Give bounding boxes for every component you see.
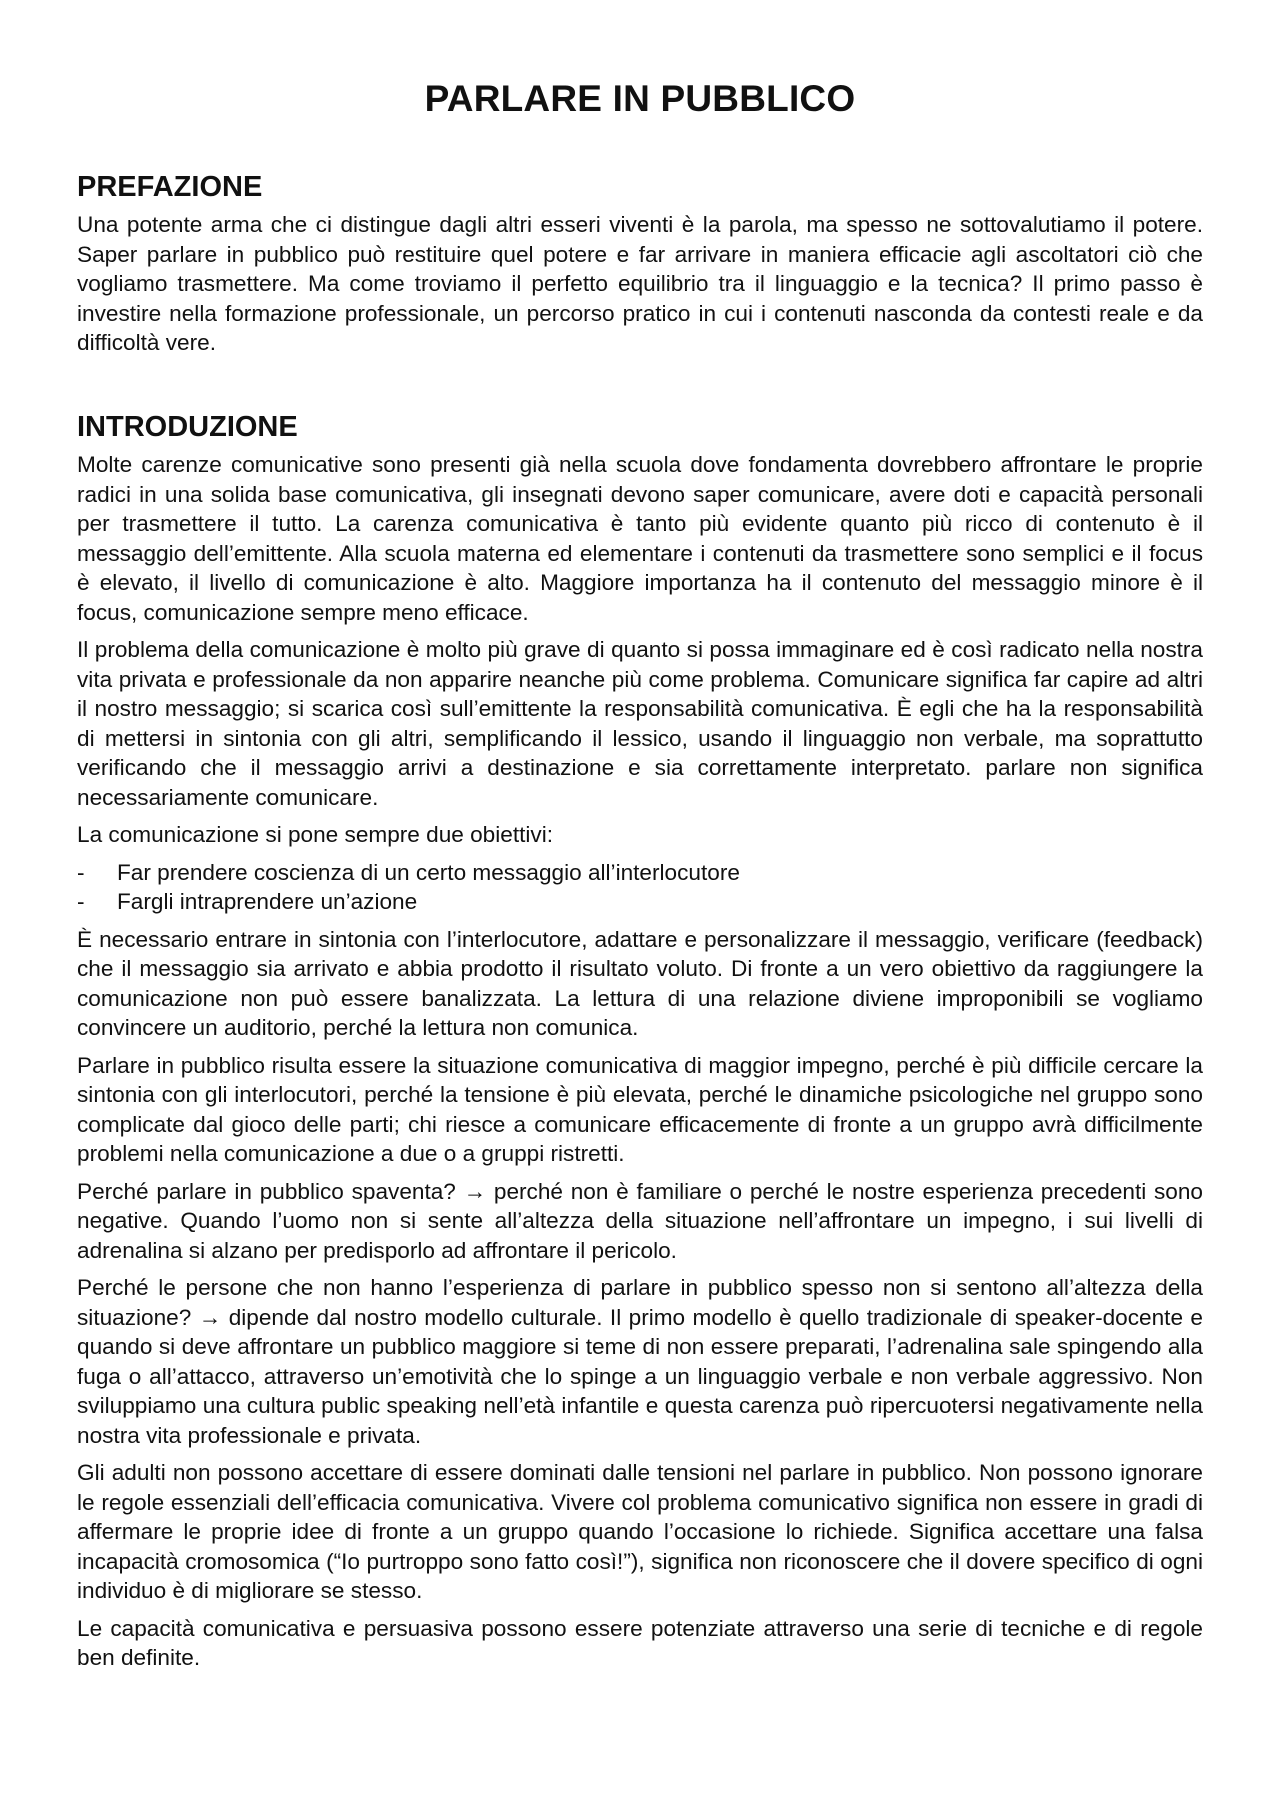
- intro-paragraph: Gli adulti non possono accettare di essere dominati dalle tensioni nel parlare in pubblico. Non possono ignorare le regole essenziali dell’efficacia comunicativa. Vivere col problema comunicativo significa non essere in gradi di affermare le proprie idee di fronte a un gruppo quando l’occasione lo richiede. Significa accettare una falsa incapacità cromosomica (“Io purtroppo sono fatto così!”), significa non riconoscere che il dovere specifico di ogni individuo è di migliorare se stesso.: [77, 1460, 1203, 1603]
- document-title: PARLARE IN PUBBLICO: [424, 78, 856, 119]
- prefazione-heading: PREFAZIONE: [77, 171, 263, 203]
- prefazione-paragraph: Una potente arma che ci distingue dagli altri esseri viventi è la parola, ma spesso ne sottovalutiamo il potere. Saper parlare in pubblico può restituire quel potere e far arrivare in maniera efficacie agli ascoltatori ciò che vogliamo trasmettere. Ma come troviamo il perfetto equilibrio tra il linguaggio e la tecnica? Il primo passo è investire nella formazione professionale, un percorso pratico in cui i contenuti nasconda da contesti reale e da difficoltà vere.: [77, 212, 1203, 355]
- introduzione-heading: INTRODUZIONE: [77, 411, 298, 443]
- intro-paragraph: È necessario entrare in sintonia con l’interlocutore, adattare e personalizzare il messaggio, verificare (feedback) che il messaggio sia arrivato e abbia prodotto il risultato voluto. Di fronte a un vero obiettivo da raggiungere la comunicazione non può essere banalizzata. La lettura di una relazione diviene improponibili se vogliamo convincere un auditorio, perché la lettura non comunica.: [77, 926, 1203, 1040]
- intro-paragraph: Molte carenze comunicative sono presenti già nella scuola dove fondamenta dovrebbero affrontare le proprie radici in una solida base comunicativa, gli insegnati devono saper comunicare, avere doti e capacità personali per trasmettere il tutto. La carenza comunicativa è tanto più evidente quanto più ricco di contenuto è il messaggio dell’emittente. Alla scuola materna ed elementare i contenuti da trasmettere sono semplici e il focus è elevato, il livello di comunicazione è alto. Maggiore importanza ha il contenuto del messaggio minore è il focus, comunicazione sempre meno efficace.: [77, 452, 1203, 625]
- list-item: - Fargli intraprendere un’azione: [77, 887, 1203, 917]
- list-item: - Far prendere coscienza di un certo messaggio all’interlocutore: [77, 858, 1203, 888]
- introduzione-section: [77, 410, 1203, 1681]
- intro-paragraph: Perché parlare in pubblico spaventa? → perché non è familiare o perché le nostre esperienza precedenti sono negative. Quando l’uomo non si sente all’altezza della situazione nell’affrontare un impegno, i sui livelli di adrenalina si alzano per predisporlo ad affrontare il pericolo.: [77, 1178, 1203, 1263]
- intro-paragraph: La comunicazione si pone sempre due obiettivi:: [77, 822, 554, 847]
- intro-paragraph: Il problema della comunicazione è molto più grave di quanto si possa immaginare ed è così radicato nella nostra vita privata e professionale da non apparire neanche più come problema. Comunicare significa far capire ad altri il nostro messaggio; si scarica così sull’emittente la responsabilità comunicativa. È egli che ha la responsabilità di mettersi in sintonia con gli altri, semplificando il lessico, usando il linguaggio non verbale, ma soprattutto verificando che il messaggio arrivi a destinazione e sia correttamente interpretato. parlare non significa necessariamente comunicare.: [77, 637, 1203, 810]
- intro-paragraph: Le capacità comunicativa e persuasiva possono essere potenziate attraverso una serie di tecniche e di regole ben definite.: [77, 1615, 1203, 1670]
- intro-paragraph: Parlare in pubblico risulta essere la situazione comunicativa di maggior impegno, perché è più difficile cercare la sintonia con gli interlocutori, perché la tensione è più elevata, perché le dinamiche psicologiche nel gruppo sono complicate dal gioco delle parti; chi riesce a comunicare efficacemente di fronte a un gruppo avrà difficilmente problemi nella comunicazione a due o a gruppi ristretti.: [77, 1052, 1203, 1166]
- prefazione-section: [77, 170, 1203, 366]
- objectives-list: [77, 858, 1203, 917]
- intro-paragraph: Perché le persone che non hanno l’esperienza di parlare in pubblico spesso non si sentono all’altezza della situazione? → dipende dal nostro modello culturale. Il primo modello è quello tradizionale di speaker-docente e quando si deve affrontare un pubblico maggiore si teme di non essere preparati, l’adrenalina sale spingendo alla fuga o all’attacco, attraverso un’emotività che lo spinge a un linguaggio verbale e non verbale aggressivo. Non sviluppiamo una cultura public speaking nell’età infantile e questa carenza può ripercuotersi negativamente nella nostra vita professionale e privata.: [77, 1275, 1203, 1448]
